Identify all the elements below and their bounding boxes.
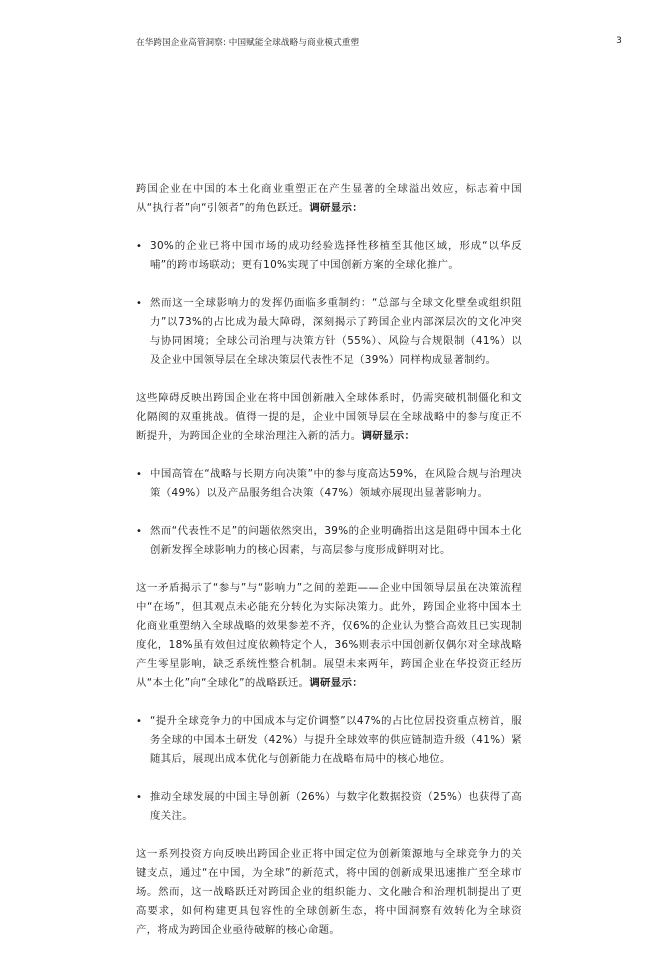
bullet-text: 然而这一全球影响力的发挥仍面临多重制约：“总部与全球文化壁垒或组织阻力”以73%的占比成为最大障碍，深刻揭示了跨国企业内部深层次的文化冲突与协同困境；全球公司治理与决策方针（55%）、风险与合规限制（41%）以及企业中国领导层在全球决策层代表性不足（39%）同样构成显著制约。 (150, 297, 522, 366)
bullet-list-leadership (136, 465, 522, 560)
survey-shows-label: 调研显示： (361, 430, 416, 442)
bullet-icon: • (136, 716, 143, 727)
paragraph-text: 这一系列投资方向反映出跨国企业正将中国定位为创新策源地与全球竞争力的关键支点，通过“在中国，为全球”的新范式，将中国的创新成果迅速推广至全球市场。然而，这一战略跃迁对跨国企业的组织能力、文化融合和治理机制提出了更高要求，如何构建更具包容性的全球创新生态，将中国洞察有效转化为全球资产，将成为跨国企业亟待破解的核心命题。 (136, 848, 522, 936)
bullet-icon: • (136, 298, 143, 309)
bullet-icon: • (136, 469, 143, 480)
paragraph-contradiction (136, 579, 522, 693)
paragraph-text: 这一矛盾揭示了“参与”与“影响力”之间的差距——企业中国领导层虽在决策流程中“在场”，但其观点未必能充分转化为实际决策力。此外，跨国企业将中国本土化商业重塑纳入全球战略的效果参差不齐，仅6%的企业认为整合高效且已实现制度化，18%虽有效但过度依赖特定个人，36%则表示中国创新仅偶尔对全球战略产生零星影响，缺乏系统性整合机制。展望未来两年，跨国企业在华投资正经历从“本土化”向“全球化”的战略跃迁。 (136, 582, 522, 689)
paragraph-conclusion (136, 845, 522, 940)
bullet-item (136, 294, 522, 370)
bullet-text: 30%的企业已将中国市场的成功经验选择性移植至其他区域，形成“以华反哺”的跨市场联动；更有10%实现了中国创新方案的全球化推广。 (150, 240, 522, 271)
bullet-icon: • (136, 792, 143, 803)
bullet-text: 推动全球发展的中国主导创新（26%）与数字化数据投资（25%）也获得了高度关注。 (150, 791, 522, 822)
survey-shows-label: 调研显示： (309, 202, 364, 214)
bullet-list-investment (136, 712, 522, 826)
bullet-list-global-impact (136, 237, 522, 370)
bullet-text: 然而“代表性不足”的问题依然突出，39%的企业明确指出这是阻碍中国本土化创新发挥全球影响力的核心因素，与高层参与度形成鲜明对比。 (150, 525, 522, 556)
page-body (136, 180, 522, 959)
paragraph-obstacles (136, 389, 522, 446)
bullet-text: “提升全球竞争力的中国成本与定价调整”以47%的占比位居投资重点榜首，服务全球的中国本土研发（42%）与提升全球效率的供应链制造升级（41%）紧随其后，展现出成本优化与创新能力在战略布局中的核心地位。 (150, 715, 522, 765)
bullet-icon: • (136, 526, 143, 537)
page-number: 3 (616, 36, 622, 46)
bullet-item (136, 465, 522, 503)
paragraph-text: 跨国企业在中国的本土化商业重塑正在产生显著的全球溢出效应，标志着中国从“执行者”向“引领者”的角色跃迁。 (136, 183, 522, 214)
bullet-icon: • (136, 241, 143, 252)
running-header (136, 36, 622, 48)
bullet-text: 中国高管在“战略与长期方向决策”中的参与度高达59%，在风险合规与治理决策（49%）以及产品服务组合决策（47%）领域亦展现出显著影响力。 (150, 468, 522, 499)
bullet-item (136, 712, 522, 769)
bullet-item (136, 237, 522, 275)
paragraph-text: 这些障碍反映出跨国企业在将中国创新融入全球体系时，仍需突破机制僵化和文化隔阂的双重挑战。值得一提的是，企业中国领导层在全球战略中的参与度正不断提升，为跨国企业的全球治理注入新的活力。 (136, 392, 522, 442)
bullet-item (136, 788, 522, 826)
survey-shows-label: 调研显示： (309, 677, 364, 689)
document-title: 在华跨国企业高管洞察: 中国赋能全球战略与商业模式重塑 (136, 38, 360, 48)
bullet-item (136, 522, 522, 560)
paragraph-intro (136, 180, 522, 218)
